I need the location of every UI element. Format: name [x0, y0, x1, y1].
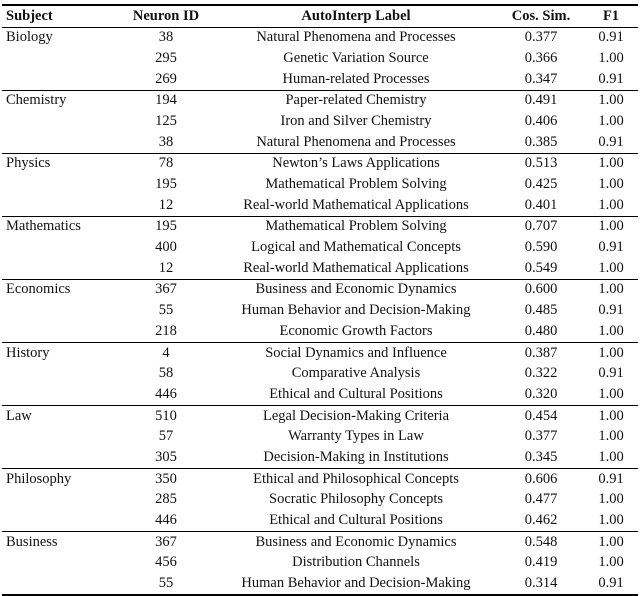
label-cell: Natural Phenomena and Processes — [256, 133, 456, 150]
neuron-id-cell: 78 — [158, 155, 174, 172]
cos-sim-cell: 0.600 — [524, 281, 558, 298]
f1-cell: 1.00 — [598, 49, 624, 66]
neuron-id-cell: 55 — [158, 302, 174, 319]
cos-sim-cell: 0.401 — [524, 196, 558, 213]
f1-cell: 1.00 — [598, 554, 624, 571]
table-row — [2, 258, 638, 279]
label-cell: Socratic Philosophy Concepts — [269, 491, 443, 508]
label-cell: Business and Economic Dynamics — [255, 281, 457, 298]
subject-cell — [2, 258, 118, 279]
label-cell: Human Behavior and Decision-Making — [241, 302, 471, 319]
label-cell: Ethical and Philosophical Concepts — [253, 470, 459, 487]
neuron-id-cell: 269 — [155, 70, 177, 87]
subject-cell — [2, 364, 118, 385]
subject-cell: Chemistry — [6, 92, 67, 109]
f1-cell: 1.00 — [598, 196, 624, 213]
cos-sim-cell: 0.462 — [524, 512, 558, 528]
subject-cell — [2, 132, 118, 153]
table-row — [2, 111, 638, 132]
label-cell: Iron and Silver Chemistry — [280, 112, 432, 129]
cos-sim-cell: 0.480 — [524, 322, 558, 339]
table-row — [2, 195, 638, 216]
label-cell: Ethical and Cultural Positions — [269, 512, 443, 528]
subject-cell — [2, 238, 118, 259]
subject-cell: Physics — [6, 155, 51, 172]
neuron-id-cell: 285 — [155, 491, 177, 508]
subject-cell: Law — [6, 407, 32, 424]
neuron-id-cell: 218 — [155, 322, 177, 339]
cos-sim-cell: 0.366 — [524, 49, 558, 66]
f1-cell: 1.00 — [598, 176, 624, 192]
cos-sim-cell: 0.347 — [524, 70, 558, 87]
subject-cell — [2, 384, 118, 405]
f1-cell: 1.00 — [598, 112, 624, 129]
label-cell: Mathematical Problem Solving — [265, 176, 447, 192]
neuron-id-cell: 367 — [155, 281, 177, 298]
table-row — [2, 427, 638, 448]
table-row — [2, 27, 638, 48]
table-row — [2, 238, 638, 259]
column-header-subject: Subject — [6, 7, 53, 24]
cos-sim-cell: 0.549 — [524, 259, 558, 276]
label-cell: Legal Decision-Making Criteria — [262, 407, 450, 424]
table-row — [2, 321, 638, 342]
subject-cell — [2, 511, 118, 532]
cos-sim-cell: 0.419 — [524, 554, 558, 571]
label-cell: Decision-Making in Institutions — [263, 448, 449, 465]
label-cell: Human Behavior and Decision-Making — [241, 575, 471, 592]
subject-cell: Mathematics — [6, 218, 81, 235]
neuron-id-cell: 4 — [162, 344, 170, 361]
f1-cell: 0.91 — [598, 29, 624, 46]
cos-sim-cell: 0.385 — [524, 133, 558, 150]
column-header-label: AutoInterp Label — [301, 7, 411, 24]
subject-cell — [2, 111, 118, 132]
subject-cell: Biology — [6, 29, 53, 46]
subject-cell — [2, 48, 118, 69]
f1-cell: 1.00 — [598, 448, 624, 465]
f1-cell: 1.00 — [598, 218, 624, 235]
f1-cell: 0.91 — [598, 70, 624, 87]
table-row — [2, 301, 638, 322]
cos-sim-cell: 0.406 — [524, 112, 558, 129]
table-row — [2, 532, 638, 553]
neuron-id-cell: 400 — [155, 239, 177, 256]
subject-cell — [2, 69, 118, 90]
f1-cell: 1.00 — [598, 259, 624, 276]
subject-cell: Philosophy — [6, 470, 72, 487]
subject-group — [2, 469, 638, 532]
table-row — [2, 364, 638, 385]
label-cell: Real-world Mathematical Applications — [243, 196, 469, 213]
label-cell: Warranty Types in Law — [288, 428, 424, 445]
cos-sim-cell: 0.377 — [524, 29, 558, 46]
table-row — [2, 153, 638, 174]
neuron-id-cell: 58 — [158, 365, 174, 382]
column-header-neuron-id: Neuron ID — [132, 7, 200, 24]
neuron-id-cell: 125 — [155, 112, 177, 129]
subject-group — [2, 532, 638, 596]
f1-cell: 1.00 — [598, 491, 624, 508]
f1-cell: 0.91 — [598, 575, 624, 592]
label-cell: Paper-related Chemistry — [285, 92, 427, 109]
f1-cell: 0.91 — [598, 239, 624, 256]
neuron-id-cell: 456 — [155, 554, 177, 571]
f1-cell: 1.00 — [598, 385, 624, 402]
cos-sim-cell: 0.606 — [524, 470, 558, 487]
table-row — [2, 447, 638, 468]
f1-cell: 0.91 — [598, 470, 624, 487]
table-row — [2, 90, 638, 111]
subject-cell — [2, 574, 118, 596]
label-cell: Distribution Channels — [292, 554, 420, 571]
neuron-id-cell: 38 — [158, 133, 174, 150]
subject-cell — [2, 321, 118, 342]
subject-cell — [2, 427, 118, 448]
label-cell: Real-world Mathematical Applications — [243, 259, 469, 276]
f1-cell: 0.91 — [598, 133, 624, 150]
neuron-id-cell: 446 — [155, 512, 177, 528]
neuron-id-cell: 295 — [155, 49, 177, 66]
label-cell: Newton’s Laws Applications — [272, 155, 440, 172]
label-cell: Business and Economic Dynamics — [255, 533, 457, 550]
column-header-f1: F1 — [602, 7, 620, 24]
table-row — [2, 69, 638, 90]
label-cell: Social Dynamics and Influence — [265, 344, 447, 361]
neuron-id-cell: 446 — [155, 385, 177, 402]
neuron-id-cell: 350 — [155, 470, 177, 487]
cos-sim-cell: 0.548 — [524, 533, 558, 550]
header-row — [2, 5, 638, 27]
cos-sim-cell: 0.491 — [524, 92, 558, 109]
neuron-id-cell: 510 — [155, 407, 177, 424]
cos-sim-cell: 0.320 — [524, 385, 558, 402]
neuron-id-cell: 305 — [155, 448, 177, 465]
f1-cell: 0.91 — [598, 302, 624, 319]
label-cell: Comparative Analysis — [291, 365, 421, 382]
table-header — [2, 5, 638, 27]
label-cell: Genetic Variation Source — [283, 49, 429, 66]
cos-sim-cell: 0.513 — [524, 155, 558, 172]
table-row — [2, 175, 638, 196]
subject-cell — [2, 175, 118, 196]
table-row — [2, 406, 638, 427]
cos-sim-cell: 0.377 — [524, 428, 558, 445]
f1-cell: 1.00 — [598, 344, 624, 361]
subject-cell — [2, 553, 118, 574]
cos-sim-cell: 0.425 — [524, 176, 558, 192]
f1-cell: 1.00 — [598, 428, 624, 445]
neuron-id-cell: 55 — [158, 575, 174, 592]
table-row — [2, 343, 638, 364]
subject-group — [2, 27, 638, 90]
subject-cell — [2, 301, 118, 322]
subject-group — [2, 90, 638, 153]
subject-cell — [2, 195, 118, 216]
table-row — [2, 490, 638, 511]
subject-cell: Business — [6, 533, 58, 550]
neuron-id-cell: 195 — [155, 218, 177, 235]
subject-group — [2, 153, 638, 216]
table-row — [2, 384, 638, 405]
f1-cell: 1.00 — [598, 407, 624, 424]
subject-group — [2, 216, 638, 279]
cos-sim-cell: 0.477 — [524, 491, 558, 508]
subject-group — [2, 343, 638, 406]
f1-cell: 1.00 — [598, 322, 624, 339]
subject-cell — [2, 447, 118, 468]
table-row — [2, 48, 638, 69]
f1-cell: 1.00 — [598, 281, 624, 298]
subject-cell: History — [6, 344, 50, 361]
neuron-id-cell: 194 — [155, 92, 177, 109]
cos-sim-cell: 0.485 — [524, 302, 558, 319]
table-row — [2, 574, 638, 596]
subject-cell — [2, 490, 118, 511]
table-row — [2, 279, 638, 300]
subject-group — [2, 279, 638, 342]
neuron-id-cell: 38 — [158, 29, 174, 46]
table-row — [2, 469, 638, 490]
cos-sim-cell: 0.590 — [524, 239, 558, 256]
neuron-id-cell: 195 — [155, 176, 177, 192]
neuron-id-cell: 12 — [158, 196, 174, 213]
table-row — [2, 132, 638, 153]
neuron-id-cell: 367 — [155, 533, 177, 550]
label-cell: Logical and Mathematical Concepts — [251, 239, 461, 256]
table-row — [2, 216, 638, 237]
neuron-id-cell: 57 — [158, 428, 174, 445]
label-cell: Ethical and Cultural Positions — [269, 385, 443, 402]
cos-sim-cell: 0.454 — [524, 407, 558, 424]
table-row — [2, 511, 638, 532]
label-cell: Natural Phenomena and Processes — [256, 29, 456, 46]
f1-cell: 1.00 — [598, 155, 624, 172]
label-cell: Mathematical Problem Solving — [265, 218, 447, 235]
label-cell: Economic Growth Factors — [279, 322, 433, 339]
column-header-cos-sim: Cos. Sim. — [511, 7, 571, 24]
subject-cell: Economics — [6, 281, 71, 298]
cos-sim-cell: 0.345 — [524, 448, 558, 465]
f1-cell: 0.91 — [598, 365, 624, 382]
subject-group — [2, 406, 638, 469]
cos-sim-cell: 0.387 — [524, 344, 558, 361]
label-cell: Human-related Processes — [282, 70, 430, 87]
f1-cell: 1.00 — [598, 533, 624, 550]
neuron-id-cell: 12 — [158, 259, 174, 276]
results-table — [2, 4, 638, 596]
f1-cell: 1.00 — [598, 512, 624, 528]
table-row — [2, 553, 638, 574]
f1-cell: 1.00 — [598, 92, 624, 109]
cos-sim-cell: 0.314 — [524, 575, 558, 592]
cos-sim-cell: 0.322 — [524, 365, 558, 382]
cos-sim-cell: 0.707 — [524, 218, 558, 235]
